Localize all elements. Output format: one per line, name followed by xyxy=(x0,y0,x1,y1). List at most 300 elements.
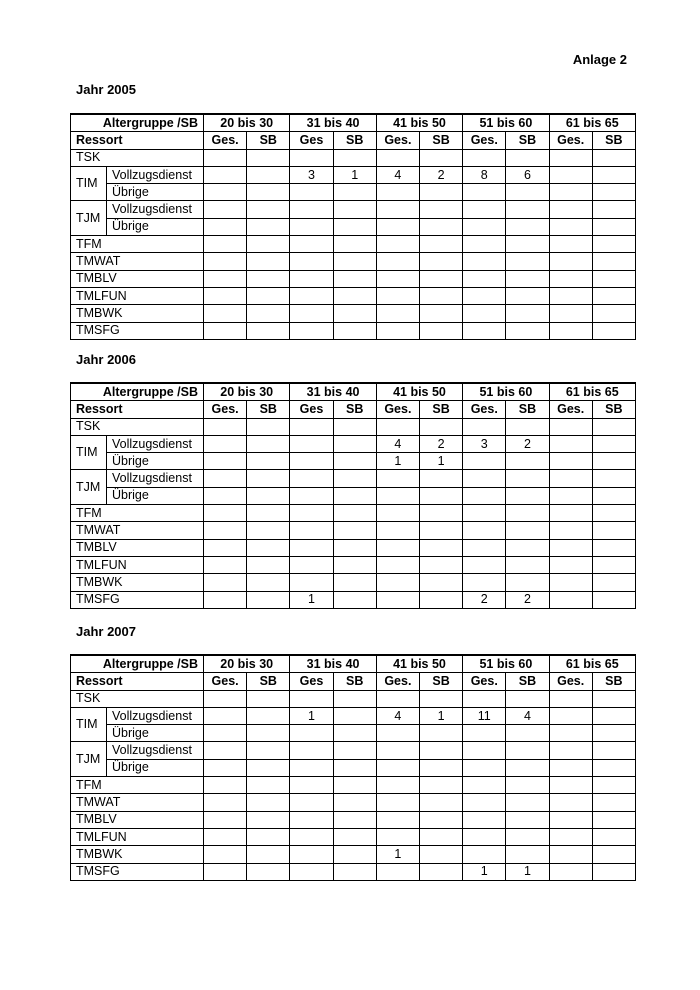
value-cell xyxy=(247,236,290,253)
table-row xyxy=(71,470,636,487)
ressort-label: TMBLV xyxy=(71,270,204,287)
value-cell xyxy=(549,322,592,339)
value-cell xyxy=(204,522,247,539)
value-cell xyxy=(592,487,635,504)
value-cell xyxy=(549,863,592,880)
value-cell xyxy=(333,270,376,287)
column-subheader: Ges. xyxy=(376,673,419,690)
value-cell xyxy=(506,811,549,828)
value-cell xyxy=(290,270,333,287)
value-cell xyxy=(419,794,462,811)
value-cell xyxy=(333,522,376,539)
value-cell xyxy=(463,322,506,339)
value-cell xyxy=(333,574,376,591)
value-cell xyxy=(549,707,592,724)
row-sublabel: Übrige xyxy=(107,184,204,201)
value-cell xyxy=(549,184,592,201)
column-subheader: Ges. xyxy=(376,401,419,418)
value-cell xyxy=(376,690,419,707)
value-cell xyxy=(419,218,462,235)
table-row xyxy=(71,846,636,863)
value-cell xyxy=(549,574,592,591)
table-row xyxy=(71,828,636,845)
value-cell: 4 xyxy=(506,707,549,724)
age-range-header: 41 bis 50 xyxy=(376,655,462,673)
value-cell xyxy=(247,201,290,218)
value-cell xyxy=(419,742,462,759)
value-cell: 2 xyxy=(506,591,549,608)
value-cell xyxy=(376,287,419,304)
value-cell xyxy=(549,418,592,435)
ressort-label: TMSFG xyxy=(71,591,204,608)
value-cell xyxy=(290,470,333,487)
value-cell: 2 xyxy=(506,435,549,452)
table-row xyxy=(71,236,636,253)
ressort-label: TFM xyxy=(71,505,204,522)
value-cell xyxy=(592,591,635,608)
value-cell xyxy=(204,270,247,287)
value-cell xyxy=(290,149,333,166)
ressort-label: TMBWK xyxy=(71,574,204,591)
table-row xyxy=(71,287,636,304)
value-cell xyxy=(204,218,247,235)
value-cell xyxy=(204,742,247,759)
value-cell xyxy=(419,777,462,794)
value-cell xyxy=(247,253,290,270)
ressort-label: TMBWK xyxy=(71,846,204,863)
column-subheader: SB xyxy=(333,132,376,149)
value-cell xyxy=(463,418,506,435)
ressort-label: TMBWK xyxy=(71,305,204,322)
row-sublabel: Übrige xyxy=(107,487,204,504)
value-cell xyxy=(290,418,333,435)
value-cell xyxy=(204,236,247,253)
value-cell xyxy=(592,574,635,591)
value-cell xyxy=(463,305,506,322)
ressort-group-label: TIM xyxy=(71,435,107,470)
value-cell xyxy=(592,184,635,201)
value-cell xyxy=(247,759,290,776)
ressort-label: TFM xyxy=(71,777,204,794)
value-cell xyxy=(419,759,462,776)
value-cell xyxy=(549,690,592,707)
value-cell xyxy=(419,811,462,828)
table-row xyxy=(71,218,636,235)
value-cell xyxy=(549,505,592,522)
table-row xyxy=(71,539,636,556)
value-cell xyxy=(463,253,506,270)
value-cell xyxy=(247,505,290,522)
value-cell: 1 xyxy=(290,591,333,608)
value-cell xyxy=(204,505,247,522)
year-heading: Jahr 2007 xyxy=(76,624,136,639)
value-cell: 1 xyxy=(290,707,333,724)
value-cell xyxy=(247,418,290,435)
table-row xyxy=(71,794,636,811)
value-cell xyxy=(376,794,419,811)
table-row xyxy=(71,811,636,828)
value-cell xyxy=(592,505,635,522)
value-cell: 2 xyxy=(419,166,462,183)
table-row xyxy=(71,522,636,539)
value-cell xyxy=(549,828,592,845)
value-cell xyxy=(506,539,549,556)
table-row xyxy=(71,201,636,218)
value-cell xyxy=(506,556,549,573)
value-cell xyxy=(204,418,247,435)
column-subheader: SB xyxy=(506,673,549,690)
value-cell xyxy=(419,690,462,707)
value-cell xyxy=(290,759,333,776)
value-cell xyxy=(290,556,333,573)
table-row xyxy=(71,166,636,183)
value-cell xyxy=(290,236,333,253)
value-cell xyxy=(506,828,549,845)
altersgruppe-header: Altergruppe /SB xyxy=(71,383,204,401)
value-cell xyxy=(419,828,462,845)
value-cell xyxy=(204,453,247,470)
ressort-label: TMWAT xyxy=(71,794,204,811)
value-cell xyxy=(376,322,419,339)
value-cell xyxy=(204,556,247,573)
table-row xyxy=(71,435,636,452)
value-cell xyxy=(333,707,376,724)
value-cell xyxy=(333,453,376,470)
value-cell xyxy=(592,435,635,452)
column-subheader: SB xyxy=(333,401,376,418)
value-cell xyxy=(204,487,247,504)
value-cell xyxy=(247,166,290,183)
value-cell xyxy=(376,218,419,235)
value-cell xyxy=(549,236,592,253)
column-subheader: Ges. xyxy=(204,132,247,149)
value-cell xyxy=(463,556,506,573)
value-cell xyxy=(419,522,462,539)
statistics-table xyxy=(70,113,636,340)
table-row xyxy=(71,270,636,287)
value-cell xyxy=(463,777,506,794)
table-row xyxy=(71,418,636,435)
table-row xyxy=(71,322,636,339)
column-subheader: Ges xyxy=(290,401,333,418)
ressort-group-label: TJM xyxy=(71,742,107,777)
ressort-group-label: TJM xyxy=(71,201,107,236)
value-cell xyxy=(463,742,506,759)
value-cell xyxy=(290,828,333,845)
column-subheader: SB xyxy=(506,401,549,418)
value-cell xyxy=(419,539,462,556)
annex-label: Anlage 2 xyxy=(572,52,627,67)
value-cell xyxy=(204,201,247,218)
value-cell xyxy=(592,287,635,304)
ressort-label: TSK xyxy=(71,690,204,707)
value-cell xyxy=(506,305,549,322)
value-cell xyxy=(376,505,419,522)
value-cell xyxy=(592,418,635,435)
value-cell xyxy=(463,287,506,304)
value-cell xyxy=(592,522,635,539)
value-cell xyxy=(290,287,333,304)
column-subheader: Ges xyxy=(290,132,333,149)
year-heading: Jahr 2006 xyxy=(76,352,136,367)
value-cell xyxy=(247,322,290,339)
value-cell xyxy=(333,505,376,522)
column-subheader: SB xyxy=(419,673,462,690)
column-subheader: SB xyxy=(506,132,549,149)
value-cell xyxy=(463,759,506,776)
value-cell xyxy=(463,505,506,522)
value-cell xyxy=(506,201,549,218)
value-cell xyxy=(549,270,592,287)
value-cell xyxy=(506,218,549,235)
value-cell xyxy=(333,811,376,828)
value-cell xyxy=(376,574,419,591)
value-cell xyxy=(290,574,333,591)
value-cell xyxy=(419,201,462,218)
value-cell xyxy=(506,794,549,811)
value-cell xyxy=(463,522,506,539)
column-subheader: Ges. xyxy=(463,401,506,418)
value-cell xyxy=(463,725,506,742)
age-range-header: 61 bis 65 xyxy=(549,114,635,132)
value-cell xyxy=(290,846,333,863)
value-cell xyxy=(204,574,247,591)
value-cell xyxy=(204,322,247,339)
age-range-header: 51 bis 60 xyxy=(463,655,549,673)
value-cell xyxy=(463,453,506,470)
value-cell xyxy=(592,201,635,218)
value-cell xyxy=(204,539,247,556)
value-cell: 1 xyxy=(376,453,419,470)
value-cell xyxy=(506,322,549,339)
ressort-label: TFM xyxy=(71,236,204,253)
value-cell xyxy=(204,846,247,863)
value-cell xyxy=(592,218,635,235)
value-cell xyxy=(376,418,419,435)
value-cell xyxy=(549,846,592,863)
value-cell xyxy=(376,539,419,556)
value-cell xyxy=(204,591,247,608)
value-cell xyxy=(290,253,333,270)
value-cell xyxy=(419,149,462,166)
value-cell xyxy=(592,149,635,166)
value-cell xyxy=(592,725,635,742)
value-cell xyxy=(506,453,549,470)
column-subheader: Ges. xyxy=(463,132,506,149)
value-cell xyxy=(463,270,506,287)
value-cell xyxy=(463,846,506,863)
column-subheader: SB xyxy=(592,401,635,418)
value-cell xyxy=(506,522,549,539)
value-cell xyxy=(333,184,376,201)
value-cell xyxy=(419,236,462,253)
value-cell xyxy=(333,759,376,776)
value-cell xyxy=(290,539,333,556)
value-cell xyxy=(419,470,462,487)
value-cell xyxy=(463,487,506,504)
value-cell xyxy=(592,811,635,828)
value-cell xyxy=(463,811,506,828)
table-row xyxy=(71,707,636,724)
value-cell xyxy=(549,453,592,470)
ressort-label: TMLFUN xyxy=(71,287,204,304)
header-row xyxy=(71,114,636,132)
value-cell xyxy=(592,690,635,707)
value-cell xyxy=(419,725,462,742)
value-cell xyxy=(204,287,247,304)
value-cell xyxy=(549,539,592,556)
value-cell xyxy=(333,794,376,811)
ressort-label: TSK xyxy=(71,149,204,166)
value-cell xyxy=(592,253,635,270)
table-row xyxy=(71,184,636,201)
age-range-header: 51 bis 60 xyxy=(463,114,549,132)
value-cell xyxy=(247,863,290,880)
value-cell xyxy=(333,418,376,435)
value-cell: 1 xyxy=(506,863,549,880)
value-cell xyxy=(463,828,506,845)
value-cell xyxy=(376,270,419,287)
ressort-label: TMBLV xyxy=(71,811,204,828)
value-cell xyxy=(247,556,290,573)
year-heading: Jahr 2005 xyxy=(76,82,136,97)
value-cell xyxy=(247,539,290,556)
value-cell xyxy=(592,777,635,794)
value-cell xyxy=(333,539,376,556)
header-row xyxy=(71,655,636,673)
value-cell xyxy=(204,253,247,270)
value-cell xyxy=(204,305,247,322)
column-subheader: Ges xyxy=(290,673,333,690)
value-cell xyxy=(204,166,247,183)
column-subheader: SB xyxy=(247,673,290,690)
row-sublabel: Vollzugsdienst xyxy=(107,435,204,452)
value-cell xyxy=(506,287,549,304)
value-cell xyxy=(204,828,247,845)
value-cell xyxy=(376,556,419,573)
value-cell xyxy=(506,690,549,707)
value-cell xyxy=(506,846,549,863)
value-cell xyxy=(549,435,592,452)
value-cell xyxy=(247,591,290,608)
ressort-group-label: TJM xyxy=(71,470,107,505)
value-cell xyxy=(247,270,290,287)
value-cell xyxy=(463,470,506,487)
value-cell xyxy=(204,811,247,828)
table-row xyxy=(71,591,636,608)
ressort-label: TMLFUN xyxy=(71,556,204,573)
value-cell: 1 xyxy=(376,846,419,863)
row-sublabel: Vollzugsdienst xyxy=(107,707,204,724)
value-cell xyxy=(290,184,333,201)
column-subheader: SB xyxy=(592,132,635,149)
value-cell xyxy=(592,305,635,322)
value-cell xyxy=(376,591,419,608)
value-cell xyxy=(290,218,333,235)
value-cell xyxy=(419,846,462,863)
value-cell xyxy=(463,184,506,201)
value-cell xyxy=(290,522,333,539)
value-cell xyxy=(204,777,247,794)
value-cell xyxy=(549,811,592,828)
value-cell xyxy=(333,287,376,304)
age-range-header: 41 bis 50 xyxy=(376,114,462,132)
value-cell xyxy=(376,201,419,218)
value-cell xyxy=(506,725,549,742)
value-cell xyxy=(247,287,290,304)
value-cell xyxy=(506,487,549,504)
value-cell xyxy=(333,828,376,845)
value-cell xyxy=(592,828,635,845)
value-cell xyxy=(549,794,592,811)
value-cell xyxy=(290,863,333,880)
value-cell xyxy=(419,863,462,880)
row-sublabel: Vollzugsdienst xyxy=(107,166,204,183)
value-cell xyxy=(376,759,419,776)
column-subheader: SB xyxy=(592,673,635,690)
column-subheader: Ges. xyxy=(376,132,419,149)
ressort-label: TMLFUN xyxy=(71,828,204,845)
ressort-label: TSK xyxy=(71,418,204,435)
value-cell xyxy=(419,487,462,504)
ressort-label: TMWAT xyxy=(71,253,204,270)
table-row xyxy=(71,305,636,322)
value-cell xyxy=(506,470,549,487)
value-cell xyxy=(290,322,333,339)
age-range-header: 31 bis 40 xyxy=(290,655,376,673)
value-cell xyxy=(204,794,247,811)
value-cell xyxy=(506,777,549,794)
value-cell xyxy=(376,305,419,322)
value-cell: 8 xyxy=(463,166,506,183)
value-cell xyxy=(247,811,290,828)
value-cell xyxy=(463,236,506,253)
row-sublabel: Übrige xyxy=(107,725,204,742)
value-cell xyxy=(247,707,290,724)
altersgruppe-header: Altergruppe /SB xyxy=(71,114,204,132)
value-cell xyxy=(463,574,506,591)
value-cell xyxy=(506,759,549,776)
value-cell xyxy=(247,574,290,591)
value-cell xyxy=(506,149,549,166)
value-cell xyxy=(463,218,506,235)
table-row xyxy=(71,556,636,573)
value-cell xyxy=(247,218,290,235)
value-cell xyxy=(419,322,462,339)
value-cell xyxy=(204,759,247,776)
table-row xyxy=(71,759,636,776)
value-cell xyxy=(376,236,419,253)
value-cell xyxy=(290,201,333,218)
age-range-header: 20 bis 30 xyxy=(204,655,290,673)
age-range-header: 51 bis 60 xyxy=(463,383,549,401)
value-cell: 1 xyxy=(333,166,376,183)
value-cell xyxy=(290,435,333,452)
value-cell xyxy=(333,305,376,322)
ressort-header: Ressort xyxy=(71,132,204,149)
value-cell xyxy=(376,777,419,794)
value-cell xyxy=(549,725,592,742)
ressort-label: TMSFG xyxy=(71,322,204,339)
value-cell xyxy=(333,201,376,218)
value-cell xyxy=(376,253,419,270)
table-row xyxy=(71,149,636,166)
value-cell xyxy=(333,322,376,339)
value-cell xyxy=(290,690,333,707)
value-cell xyxy=(592,846,635,863)
value-cell xyxy=(204,149,247,166)
column-subheader: SB xyxy=(247,132,290,149)
